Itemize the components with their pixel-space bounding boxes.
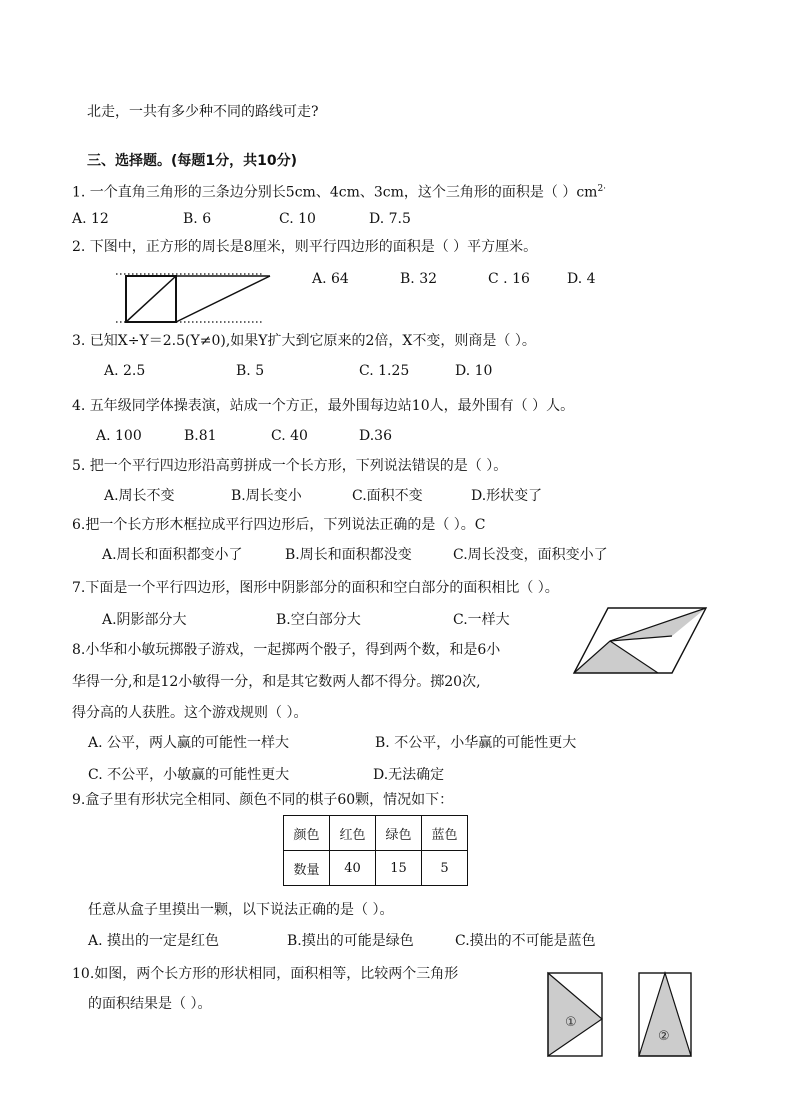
table-cell: 红色	[330, 816, 376, 851]
q6-option-c[interactable]: C.周长没变，面积变小了	[453, 547, 608, 563]
question-4: 4. 五年级同学体操表演，站成一个方正，最外围每边站10人，最外围有（ ）人。	[72, 398, 575, 414]
q4-option-d[interactable]: D.36	[359, 428, 392, 444]
question-3: 3. 已知X÷Y＝2.5(Y≠0),如果Y扩大到它原来的2倍，X不变，则商是（ ）。	[72, 333, 536, 349]
q1-option-c[interactable]: C. 10	[279, 211, 316, 227]
square-parallelogram-figure	[112, 270, 272, 328]
parallelogram-top	[126, 276, 270, 322]
question-1-text: 1. 一个直角三角形的三条边分别长5cm、4cm、3cm，这个三角形的面积是（ ）cm	[72, 184, 598, 201]
question-8-line-1: 8.小华和小敏玩掷骰子游戏，一起掷两个骰子，得到两个数，和是6小	[72, 642, 501, 658]
question-7: 7.下面是一个平行四边形，图形中阴影部分的面积和空白部分的面积相比（ ）。	[72, 580, 559, 596]
table-header-row	[284, 816, 468, 851]
q3-option-b[interactable]: B. 5	[236, 363, 265, 379]
question-10-line-1: 10.如图，两个长方形的形状相同，面积相等，比较两个三角形	[72, 966, 459, 982]
figure-label-2: ②	[658, 1029, 670, 1044]
q8-option-a[interactable]: A. 公平，两人赢的可能性一样大	[88, 735, 290, 751]
q8-option-b[interactable]: B. 不公平，小华赢的可能性更大	[375, 735, 577, 751]
q8-option-c[interactable]: C. 不公平，小敏赢的可能性更大	[88, 767, 290, 783]
q4-option-b[interactable]: B.81	[184, 428, 217, 444]
table-cell: 颜色	[284, 816, 330, 851]
q9-option-a[interactable]: A. 摸出的一定是红色	[88, 933, 220, 949]
question-1	[72, 180, 606, 202]
q4-option-c[interactable]: C. 40	[271, 428, 308, 444]
table-cell: 绿色	[376, 816, 422, 851]
q3-option-a[interactable]: A. 2.5	[104, 363, 146, 379]
q2-option-b[interactable]: B. 32	[400, 271, 438, 287]
q5-option-b[interactable]: B.周长变小	[231, 488, 302, 504]
question-10-line-2: 的面积结果是（ ）。	[88, 996, 212, 1012]
q7-option-b[interactable]: B.空白部分大	[276, 612, 361, 628]
figure-label-1: ①	[565, 1015, 577, 1030]
question-8-line-3: 得分高的人获胜。这个游戏规则（ ）。	[72, 705, 308, 721]
question-8-line-2: 华得一分,和是12小敏得一分，和是其它数两人都不得分。掷20次,	[72, 674, 481, 690]
question-5: 5. 把一个平行四边形沿高剪拼成一个长方形，下列说法错误的是（ ）。	[72, 458, 508, 474]
two-rectangles-figure	[545, 970, 695, 1060]
shaded-parallelogram-figure	[570, 605, 710, 675]
q5-option-c[interactable]: C.面积不变	[352, 488, 423, 504]
question-2: 2. 下图中，正方形的周长是8厘米，则平行四边形的面积是（ ）平方厘米。	[72, 239, 538, 255]
q5-option-d[interactable]: D.形状变了	[471, 488, 543, 504]
q5-option-a[interactable]: A.周长不变	[104, 488, 175, 504]
table-cell: 15	[376, 851, 422, 886]
table-row	[284, 851, 468, 886]
q1-option-a[interactable]: A. 12	[72, 211, 109, 227]
table-cell: 40	[330, 851, 376, 886]
chess-count-table	[283, 815, 468, 886]
intro-line: 北走，一共有多少种不同的路线可走?	[87, 104, 319, 120]
q7-option-a[interactable]: A.阴影部分大	[102, 612, 187, 628]
q2-option-c[interactable]: C . 16	[488, 271, 530, 287]
q4-option-a[interactable]: A. 100	[96, 428, 142, 444]
q9-option-b[interactable]: B.摸出的可能是绿色	[287, 933, 414, 949]
section-title: 三、选择题。(每题1分，共10分)	[87, 153, 298, 169]
q1-option-b[interactable]: B. 6	[183, 211, 212, 227]
question-9: 9.盒子里有形状完全相同、颜色不同的棋子60颗，情况如下：	[72, 792, 454, 808]
q3-option-c[interactable]: C. 1.25	[359, 363, 410, 379]
q3-option-d[interactable]: D. 10	[455, 363, 493, 379]
q6-option-a[interactable]: A.周长和面积都变小了	[102, 547, 243, 563]
question-9-sub: 任意从盒子里摸出一颗，以下说法正确的是（ ）。	[88, 902, 394, 918]
q2-option-d[interactable]: D. 4	[567, 271, 596, 287]
table-cell: 蓝色	[422, 816, 468, 851]
q7-option-c[interactable]: C.一样大	[453, 612, 510, 628]
table-cell: 数量	[284, 851, 330, 886]
question-1-unit-sup: 2·	[597, 184, 607, 194]
question-6: 6.把一个长方形木框拉成平行四边形后，下列说法正确的是（ ）。C	[72, 517, 486, 533]
q1-option-d[interactable]: D. 7.5	[369, 211, 411, 227]
q6-option-b[interactable]: B.周长和面积都没变	[285, 547, 412, 563]
q9-option-c[interactable]: C.摸出的不可能是蓝色	[455, 933, 596, 949]
q8-option-d[interactable]: D.无法确定	[373, 767, 445, 783]
shaded-region-bottom	[574, 641, 658, 673]
q2-option-a[interactable]: A. 64	[312, 271, 349, 287]
parallelogram-side	[176, 276, 270, 322]
table-cell: 5	[422, 851, 468, 886]
